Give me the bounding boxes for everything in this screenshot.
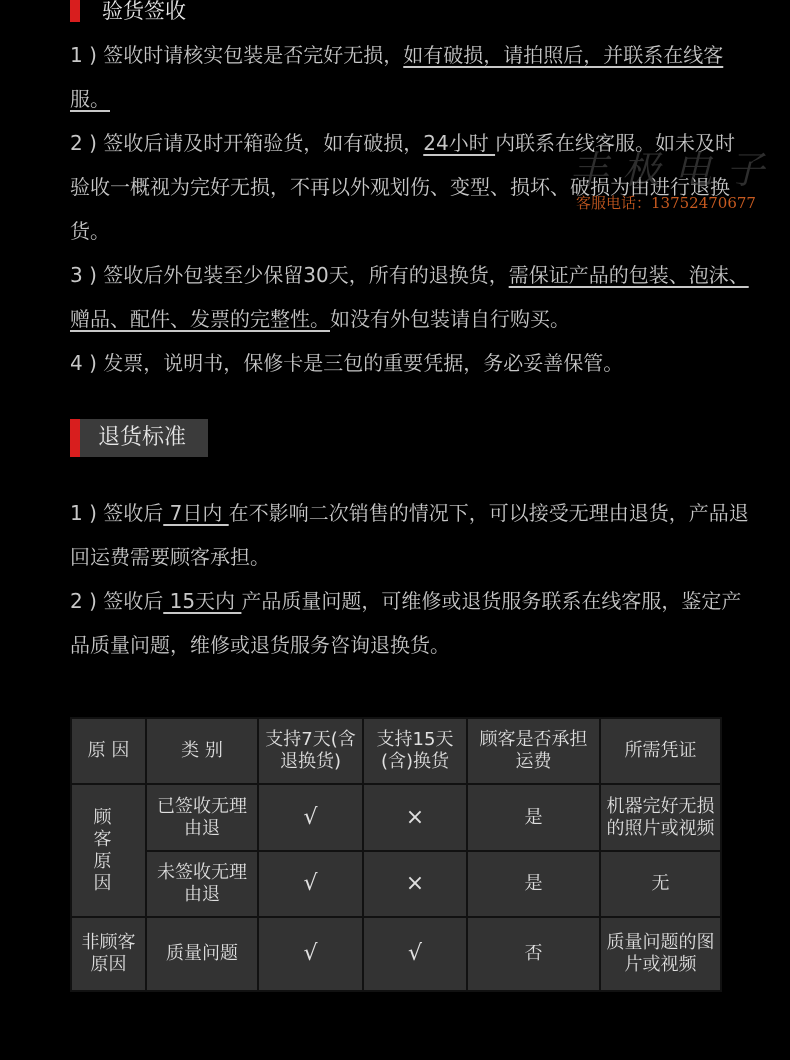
cell-7day: √ (258, 917, 363, 991)
cell-category: 未签收无理由退 (146, 851, 258, 917)
section-header-return-standard (70, 419, 208, 457)
header-category: 类 别 (146, 718, 258, 784)
header-proof: 所需凭证 (600, 718, 721, 784)
rule-item: 1 ) 签收后 7日内 在不影响二次销售的情况下，可以接受无理由退货，产品退回运费需要顾客承担。 (70, 501, 749, 569)
rule-item: 2 ) 签收后请及时开箱验货，如有破损，24小时 内联系在线客服。如未及时验收一概视为完好无损，不再以外观划伤、变型、损坏、破损为由进行退换货。 (70, 131, 736, 243)
rule-item: 2 ) 签收后 15天内 产品质量问题，可维修或退货服务联系在线客服，鉴定产品质量问题，维修或退货服务咨询退换货。 (70, 589, 742, 657)
cell-category: 已签收无理由退 (146, 784, 258, 851)
red-accent-bar (70, 419, 80, 457)
cell-15day: × (363, 851, 467, 917)
rule-item: 1 ) 签收时请核实包装是否完好无损，如有破损，请拍照后，并联系在线客服。 (70, 43, 724, 111)
cell-category: 质量问题 (146, 917, 258, 991)
section-header-inspection (70, 0, 186, 22)
shop-watermark (560, 150, 780, 213)
cell-freight: 是 (467, 784, 600, 851)
cell-7day: √ (258, 784, 363, 851)
cell-proof: 机器完好无损的照片或视频 (600, 784, 721, 851)
section-title: 退货标准 (80, 419, 208, 457)
red-accent-bar (70, 0, 80, 22)
header-reason: 原 因 (71, 718, 146, 784)
table-header-row (71, 718, 721, 784)
cell-proof: 无 (600, 851, 721, 917)
watermark-logo-text: 丰极电子 (570, 148, 779, 192)
header-15day: 支持15天(含)换货 (363, 718, 467, 784)
rule-item: 4 ) 发票，说明书，保修卡是三包的重要凭据，务必妥善保管。 (70, 351, 624, 375)
header-7day: 支持7天(含退换货) (258, 718, 363, 784)
section-title: 验货签收 (102, 0, 186, 23)
cell-15day: × (363, 784, 467, 851)
cell-proof: 质量问题的图片或视频 (600, 917, 721, 991)
cell-freight: 是 (467, 851, 600, 917)
header-freight: 顾客是否承担运费 (467, 718, 600, 784)
table-row (71, 851, 721, 917)
return-policy-table (70, 717, 722, 992)
table-row (71, 784, 721, 851)
cell-15day: √ (363, 917, 467, 991)
reason-group-non-customer: 非顾客原因 (71, 917, 146, 991)
reason-group-customer: 顾 客 原 因 (71, 784, 146, 917)
return-rules (70, 491, 750, 667)
cell-7day: √ (258, 851, 363, 917)
rule-item: 3 ) 签收后外包装至少保留30天，所有的退换货，需保证产品的包装、泡沫、赠品、配件、发票的完整性。如没有外包装请自行购买。 (70, 263, 749, 331)
watermark-phone: 客服电话：13752470677 (576, 194, 756, 212)
cell-freight: 否 (467, 917, 600, 991)
table-row (71, 917, 721, 991)
